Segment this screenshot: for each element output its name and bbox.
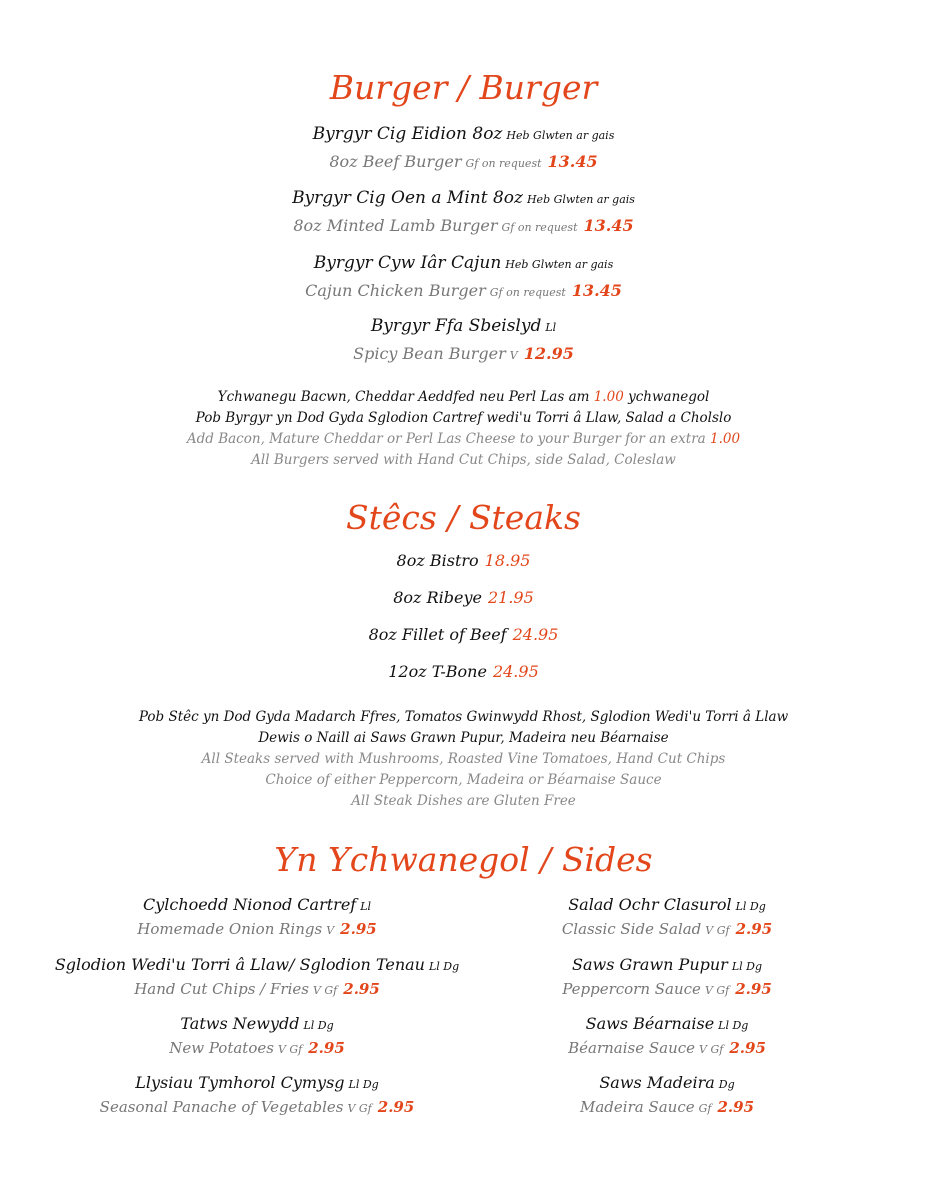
side-item-vegetables	[20, 1073, 494, 1116]
burger-beef-eng-tag: Gf on request	[465, 157, 542, 170]
side-onion-english: Homemade Onion Rings	[137, 920, 323, 938]
side-peppercorn-english: Peppercorn Sauce	[562, 980, 701, 998]
burger-item-beef	[0, 124, 927, 171]
side-veg-welsh-tag: Ll Dg	[348, 1078, 379, 1091]
burger-lamb-price: 13.45	[583, 216, 634, 235]
burger-item-lamb	[0, 188, 927, 235]
burger-beef-welsh: Byrgyr Cig Eidion 8oz	[312, 124, 503, 144]
burger-bean-welsh: Byrgyr Ffa Sbeislyd	[370, 316, 542, 336]
side-chips-welsh-tag: Ll Dg	[428, 960, 460, 973]
steak-note-eng-2: Choice of either Peppercorn, Madeira or Béarnaise Sauce	[265, 772, 662, 788]
burger-bean-eng-tag: V	[509, 349, 518, 362]
burger-note-welsh-1	[0, 387, 927, 408]
side-salad-welsh: Salad Ochr Clasurol	[568, 895, 732, 914]
burger-item-chicken	[0, 253, 927, 300]
side-potatoes-eng-tag: V Gf	[277, 1043, 303, 1056]
side-salad-welsh-tag: Ll Dg	[735, 900, 766, 913]
steak-bistro-name: 8oz Bistro	[396, 551, 479, 570]
side-madeira-english: Madeira Sauce	[579, 1098, 695, 1116]
sides-heading: Yn Ychwanegol / Sides	[274, 840, 653, 879]
side-onion-price: 2.95	[340, 920, 377, 938]
side-chips-eng-tag: V Gf	[312, 984, 338, 997]
side-item-madeira	[517, 1073, 817, 1116]
steak-ribeye-price: 21.95	[487, 588, 534, 607]
burger-item-bean	[0, 316, 927, 363]
burger-lamb-eng-tag: Gf on request	[501, 221, 578, 234]
burger-bean-english: Spicy Bean Burger	[353, 344, 506, 363]
steak-tbone-price: 24.95	[492, 662, 539, 681]
steaks-heading: Stêcs / Steaks	[346, 498, 581, 537]
steak-tbone-name: 12oz T-Bone	[388, 662, 487, 681]
side-peppercorn-welsh-tag: Ll Dg	[731, 960, 762, 973]
side-potatoes-welsh-tag: Ll Dg	[303, 1019, 334, 1032]
steak-fillet-price: 24.95	[512, 625, 559, 644]
side-item-peppercorn	[517, 955, 817, 998]
burger-note-welsh-1-suffix: ychwanegol	[628, 389, 710, 405]
burger-beef-english: 8oz Beef Burger	[329, 152, 462, 171]
side-madeira-price: 2.95	[717, 1098, 755, 1116]
side-peppercorn-price: 2.95	[735, 980, 772, 998]
steak-ribeye-name: 8oz Ribeye	[393, 588, 482, 607]
steak-note-welsh-1: Pob Stêc yn Dod Gyda Madarch Ffres, Tomatos Gwinwydd Rhost, Sglodion Wedi'u Torri â Llaw	[138, 709, 789, 725]
steak-item-fillet	[0, 625, 927, 644]
side-madeira-welsh-tag: Dg	[718, 1078, 735, 1091]
side-bearnaise-price: 2.95	[729, 1039, 766, 1057]
side-item-onion-rings	[20, 895, 494, 938]
burger-note-eng-2: All Burgers served with Hand Cut Chips, side Salad, Coleslaw	[251, 452, 676, 468]
side-salad-price: 2.95	[735, 920, 773, 938]
side-onion-eng-tag: V	[326, 924, 335, 937]
burger-heading: Burger / Burger	[329, 68, 598, 107]
side-chips-welsh: Sglodion Wedi'u Torri â Llaw/ Sglodion Tenau	[54, 955, 425, 974]
burger-lamb-welsh: Byrgyr Cig Oen a Mint 8oz	[292, 188, 523, 208]
side-bearnaise-english: Béarnaise Sauce	[568, 1039, 696, 1057]
side-potatoes-english: New Potatoes	[169, 1039, 274, 1057]
side-item-chips	[20, 955, 494, 998]
burger-beef-price: 13.45	[547, 152, 598, 171]
side-madeira-welsh: Saws Madeira	[599, 1073, 715, 1092]
burger-chicken-welsh-tag: Heb Glwten ar gais	[505, 258, 614, 271]
burger-beef-welsh-tag: Heb Glwten ar gais	[506, 129, 615, 142]
side-bearnaise-welsh-tag: Ll Dg	[718, 1019, 749, 1032]
burger-note-eng-1-text: Add Bacon, Mature Cheddar or Perl Las Cheese to your Burger for an extra	[186, 431, 706, 447]
side-item-bearnaise	[517, 1014, 817, 1057]
burger-chicken-price: 13.45	[571, 281, 622, 300]
steak-note-eng-3: All Steak Dishes are Gluten Free	[351, 793, 576, 809]
burger-note-welsh-1-price: 1.00	[593, 389, 624, 405]
side-madeira-eng-tag: Gf	[698, 1102, 712, 1115]
burger-chicken-english: Cajun Chicken Burger	[305, 281, 486, 300]
burger-bean-welsh-tag: Ll	[545, 321, 557, 334]
side-veg-eng-tag: V Gf	[347, 1102, 372, 1115]
side-veg-english: Seasonal Panache of Vegetables	[99, 1098, 344, 1116]
side-chips-english: Hand Cut Chips / Fries	[134, 980, 309, 998]
side-onion-welsh-tag: Ll	[360, 900, 372, 913]
burger-lamb-english: 8oz Minted Lamb Burger	[293, 216, 498, 235]
steak-item-tbone	[0, 662, 927, 681]
burger-chicken-welsh: Byrgyr Cyw Iâr Cajun	[313, 253, 502, 273]
burger-note-eng-1	[0, 429, 927, 450]
steak-notes	[0, 707, 927, 812]
steak-bistro-price: 18.95	[484, 551, 531, 570]
burger-note-eng-1-price: 1.00	[710, 431, 741, 447]
side-salad-english: Classic Side Salad	[561, 920, 702, 938]
steak-note-welsh-2: Dewis o Naill ai Saws Grawn Pupur, Madeira neu Béarnaise	[258, 730, 669, 746]
steak-item-ribeye	[0, 588, 927, 607]
side-chips-price: 2.95	[343, 980, 380, 998]
side-onion-welsh: Cylchoedd Nionod Cartref	[142, 895, 357, 914]
burger-note-welsh-2: Pob Byrgyr yn Dod Gyda Sglodion Cartref wedi'u Torri â Llaw, Salad a Cholslo	[195, 410, 732, 426]
burger-lamb-welsh-tag: Heb Glwten ar gais	[526, 193, 635, 206]
side-veg-price: 2.95	[377, 1098, 415, 1116]
side-peppercorn-welsh: Saws Grawn Pupur	[572, 955, 728, 974]
side-item-potatoes	[20, 1014, 494, 1057]
steak-fillet-name: 8oz Fillet of Beef	[368, 625, 507, 644]
side-bearnaise-eng-tag: V Gf	[699, 1043, 724, 1056]
side-veg-welsh: Llysiau Tymhorol Cymysg	[135, 1073, 345, 1092]
side-peppercorn-eng-tag: V Gf	[704, 984, 730, 997]
burger-notes	[0, 387, 927, 471]
steak-item-bistro	[0, 551, 927, 570]
burger-bean-price: 12.95	[523, 344, 574, 363]
side-item-salad	[517, 895, 817, 938]
side-salad-eng-tag: V Gf	[705, 924, 730, 937]
burger-note-welsh-1-text: Ychwanegu Bacwn, Cheddar Aeddfed neu Perl Las am	[217, 389, 590, 405]
side-bearnaise-welsh: Saws Béarnaise	[585, 1014, 715, 1033]
side-potatoes-welsh: Tatws Newydd	[180, 1014, 300, 1033]
steak-note-eng-1: All Steaks served with Mushrooms, Roasted Vine Tomatoes, Hand Cut Chips	[201, 751, 726, 767]
burger-chicken-eng-tag: Gf on request	[489, 286, 566, 299]
side-potatoes-price: 2.95	[308, 1039, 345, 1057]
